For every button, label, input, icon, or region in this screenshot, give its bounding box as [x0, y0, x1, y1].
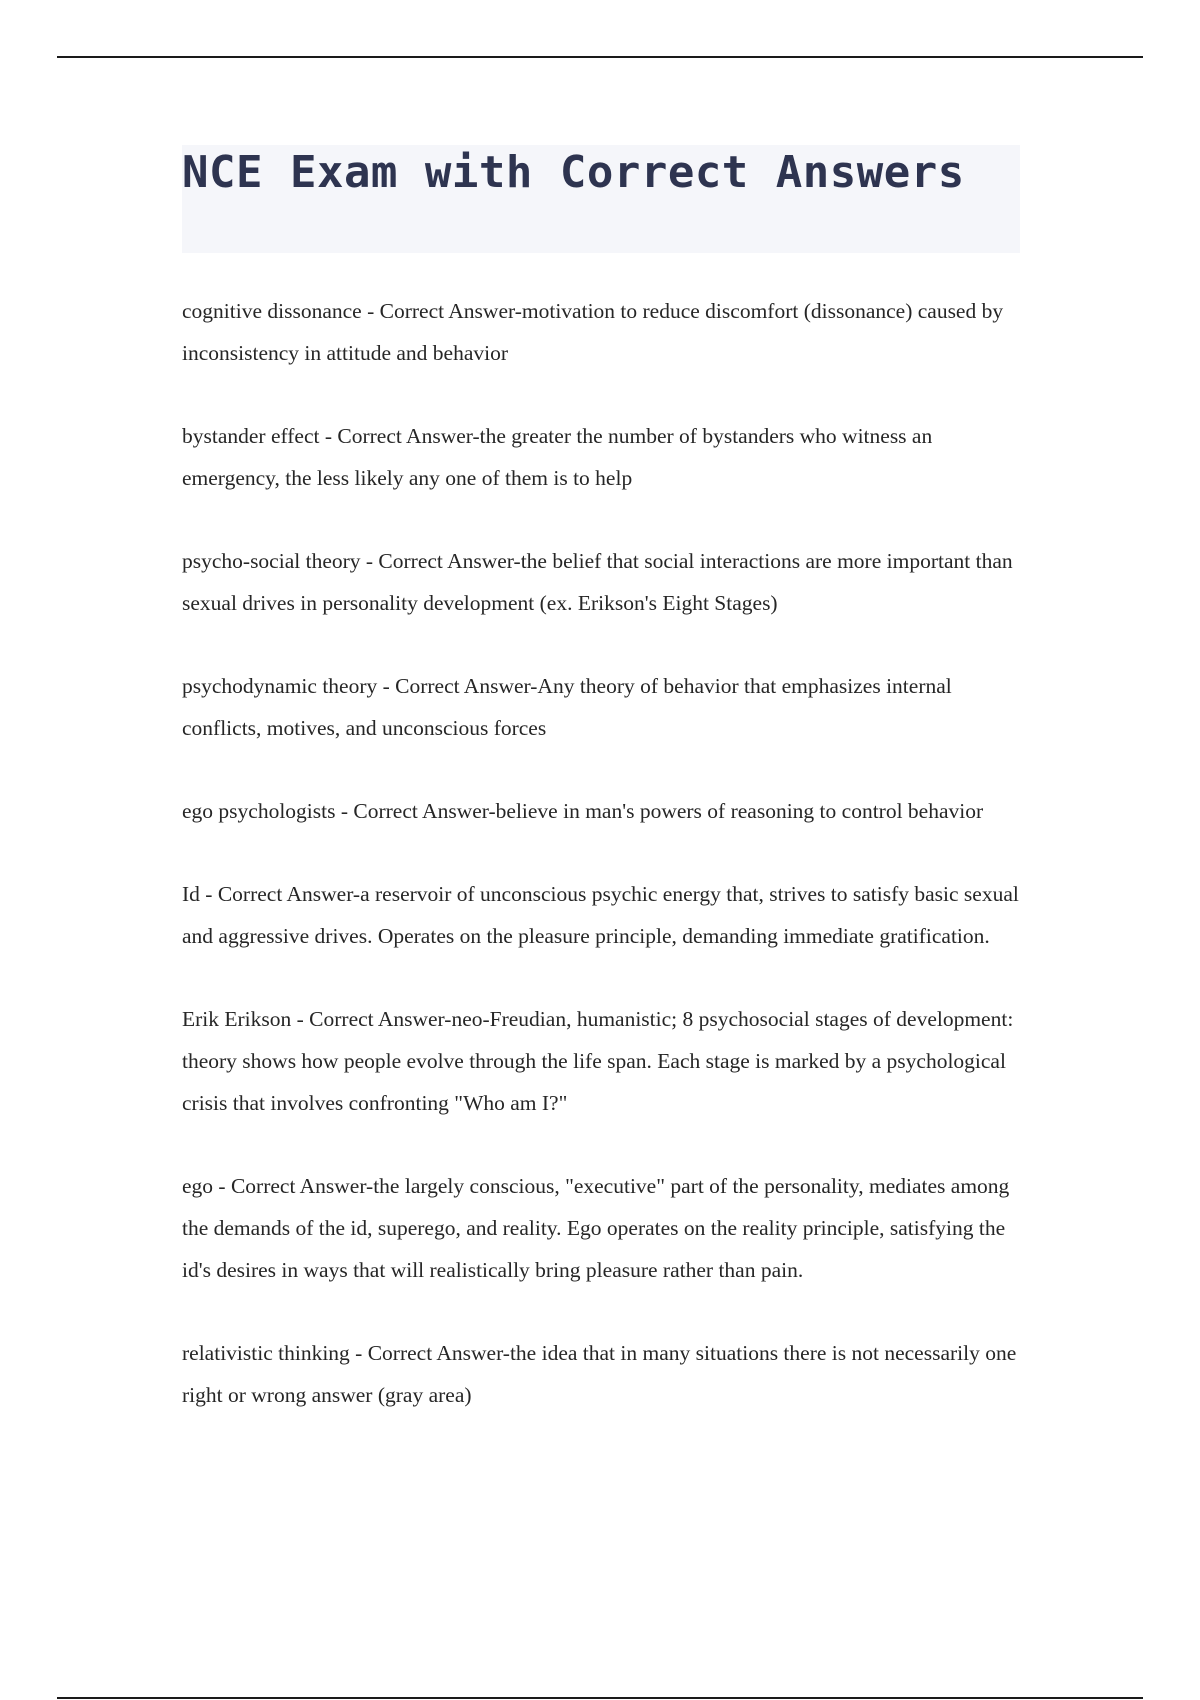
document-body [182, 145, 1020, 1457]
qa-item: psychodynamic theory - Correct Answer-Any theory of behavior that emphasizes internal conflicts, motives, and unconscious forces [182, 674, 952, 740]
qa-item: Erik Erikson - Correct Answer-neo-Freudian, humanistic; 8 psychosocial stages of development: theory shows how people evolve through the life span. Each stage is marked by a psychological crisis that involves confronting "Who am I?" [182, 1007, 1014, 1115]
qa-item: cognitive dissonance - Correct Answer-motivation to reduce discomfort (dissonance) caused by inconsistency in attitude and behavior [182, 299, 1004, 365]
qa-list [182, 290, 1020, 1416]
qa-item: ego psychologists - Correct Answer-believe in man's powers of reasoning to control behavior [182, 799, 984, 823]
top-divider [57, 56, 1143, 58]
title-banner [182, 145, 1020, 253]
qa-item: bystander effect - Correct Answer-the greater the number of bystanders who witness an emergency, the less likely any one of them is to help [182, 424, 933, 490]
document-title: NCE Exam with Correct Answers [182, 147, 965, 198]
qa-item: relativistic thinking - Correct Answer-the idea that in many situations there is not necessarily one right or wrong answer (gray area) [182, 1341, 1017, 1407]
qa-item: Id - Correct Answer-a reservoir of unconscious psychic energy that, strives to satisfy basic sexual and aggressive drives. Operates on the pleasure principle, demanding immediate gratification. [182, 882, 1019, 948]
bottom-divider [57, 1697, 1143, 1699]
qa-item: ego - Correct Answer-the largely conscious, "executive" part of the personality, mediates among the demands of the id, superego, and reality. Ego operates on the reality principle, satisfying the id's desires in ways that will realistically bring pleasure rather than pain. [182, 1174, 1010, 1282]
qa-item: psycho-social theory - Correct Answer-the belief that social interactions are more important than sexual drives in personality development (ex. Erikson's Eight Stages) [182, 549, 1013, 615]
